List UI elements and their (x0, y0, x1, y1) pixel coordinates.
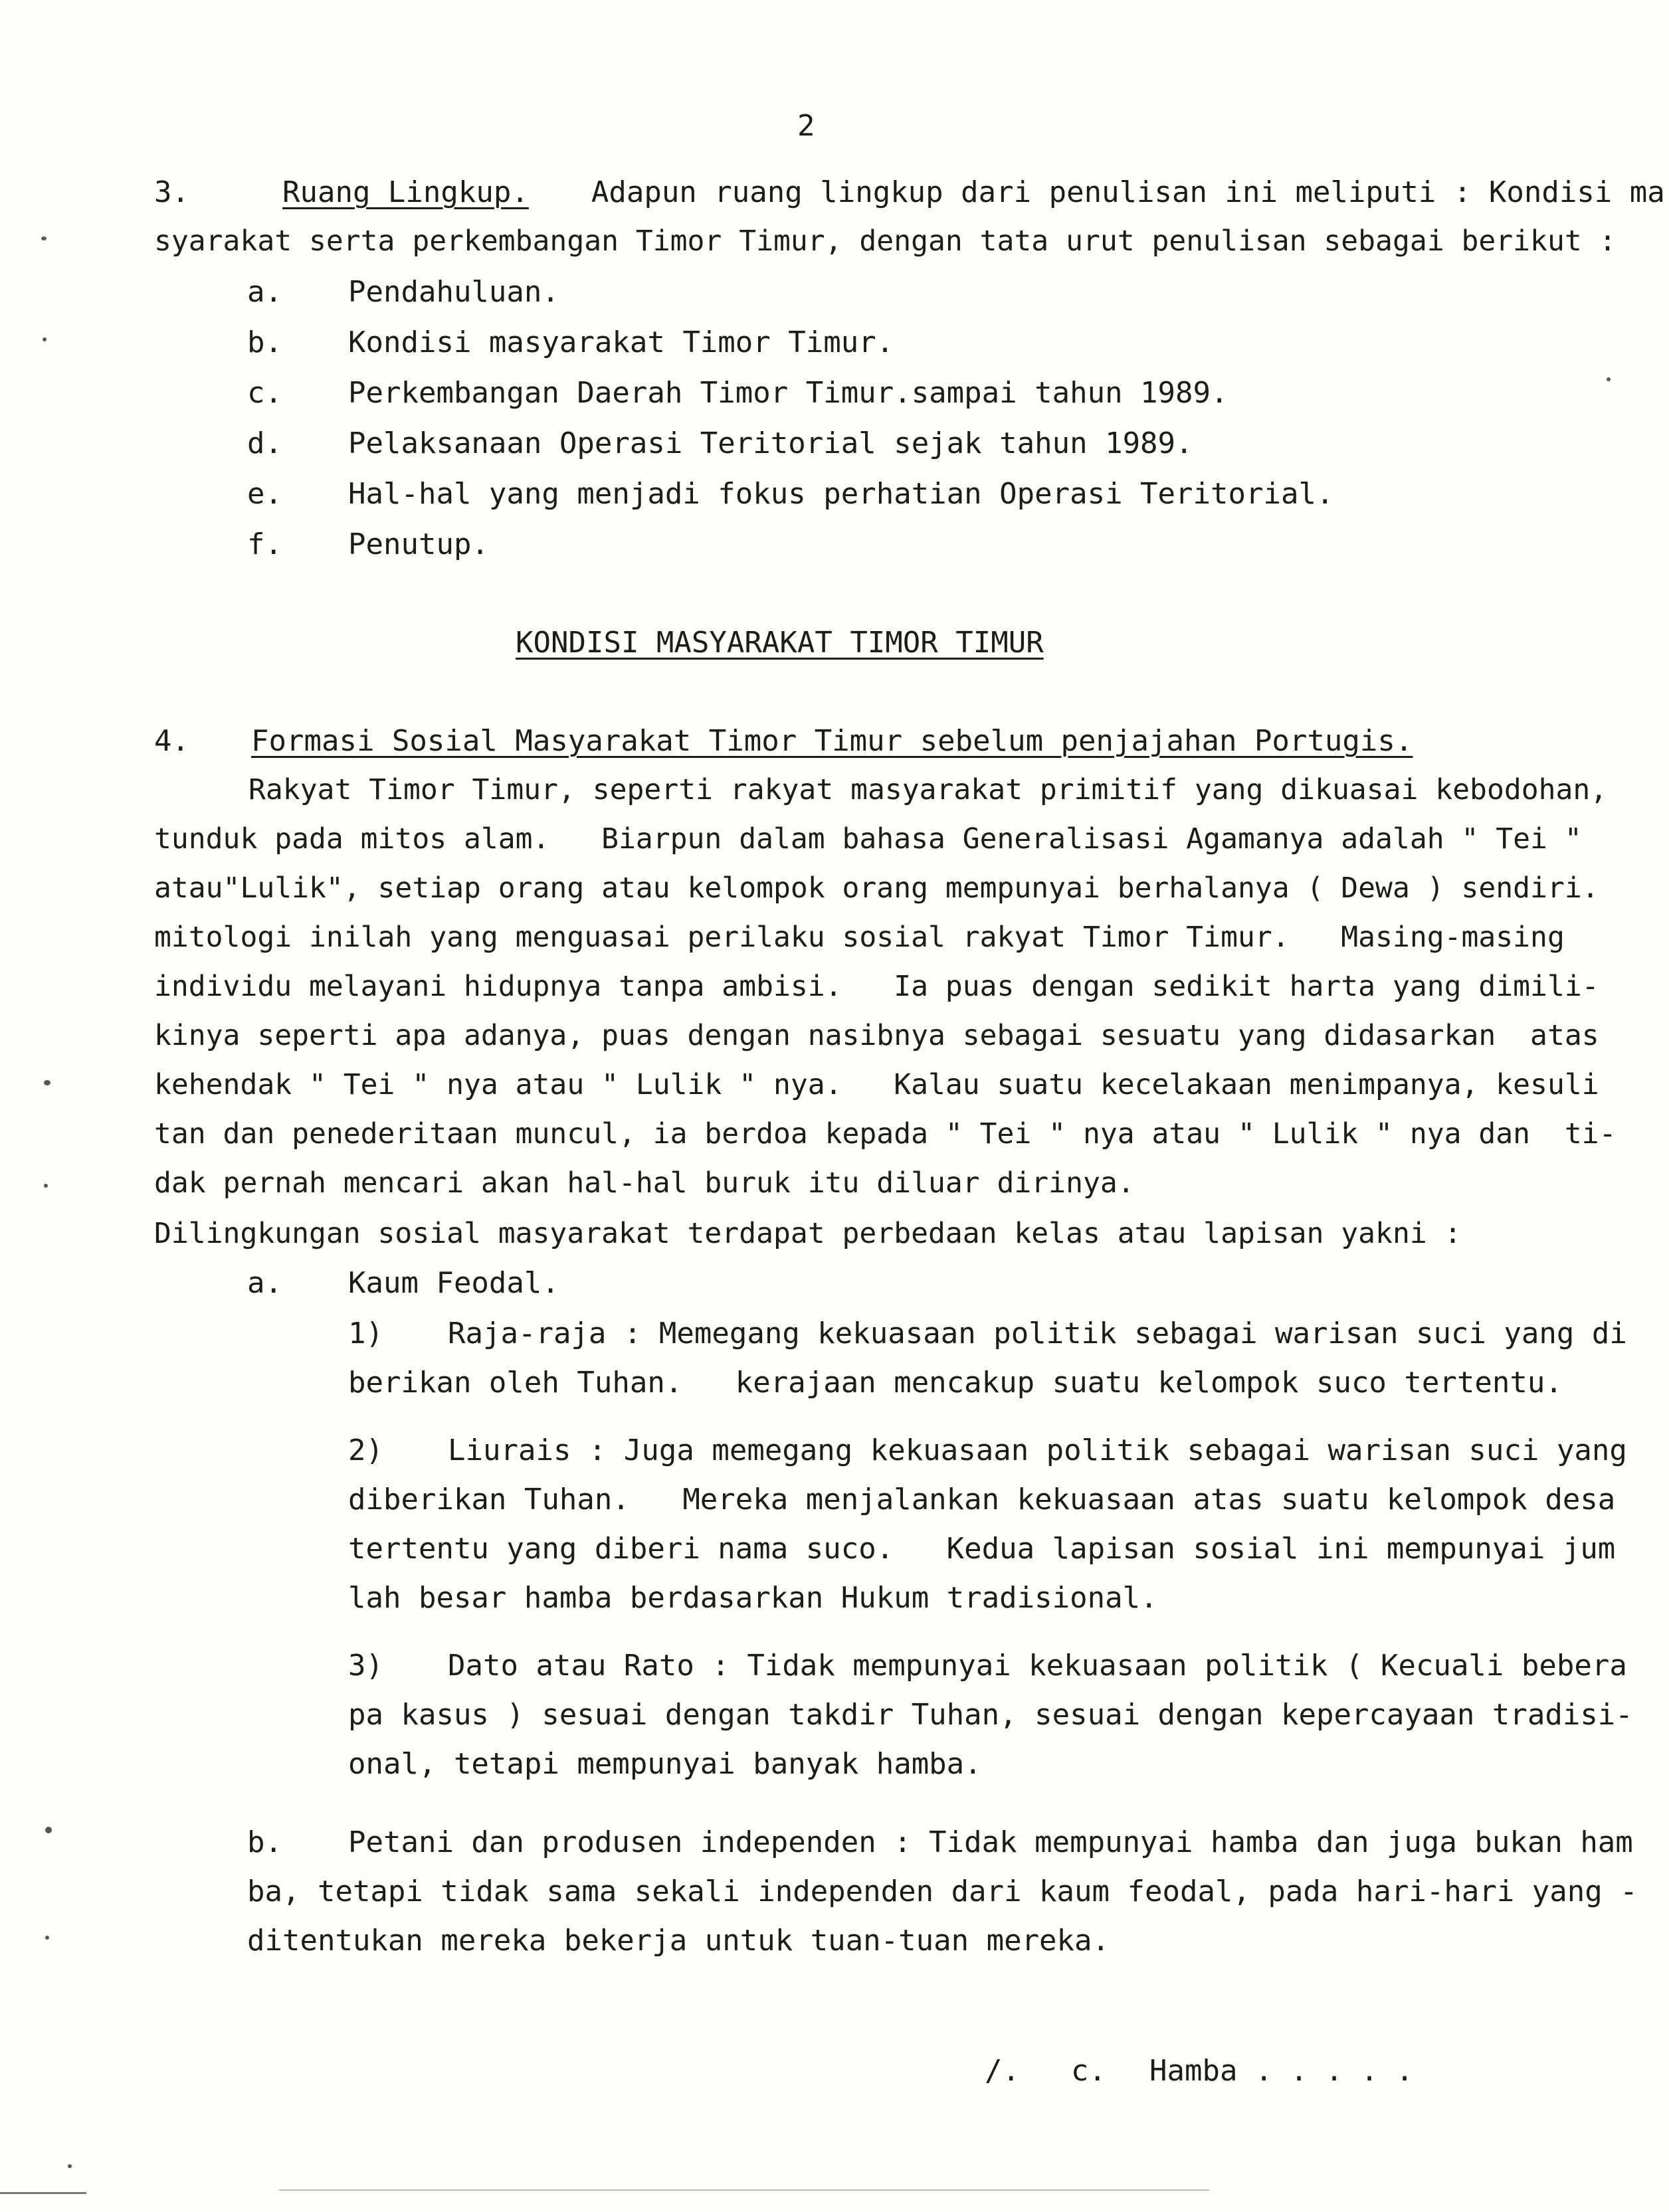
list-text: Kondisi masyarakat Timor Timur. (348, 325, 894, 359)
section-3-intro: Adapun ruang lingkup dari penulisan ini meliputi : Kondisi ma (591, 175, 1665, 209)
scan-speck (45, 1827, 52, 1833)
scan-edge-line (0, 2192, 86, 2194)
list-item-e (247, 477, 1334, 511)
section-4-title: Formasi Sosial Masyarakat Timor Timur sebelum penjajahan Portugis. (251, 724, 1413, 758)
subitem-2-line-4: lah besar hamba berdasarkan Hukum tradisional. (348, 1581, 1158, 1615)
list-text: Pelaksanaan Operasi Teritorial sejak tahun 1989. (348, 426, 1193, 460)
continuation-text: Hamba . . . . . (1149, 2054, 1414, 2088)
class-b-marker: b. (247, 1825, 282, 1859)
subitem-2-line-1 (348, 1433, 1627, 1467)
subitem-marker: 2) (348, 1433, 383, 1467)
continuation-slash: /. (985, 2054, 1020, 2088)
subitem-3-line-1 (348, 1651, 1627, 1681)
section-3-number: 3. (154, 175, 189, 209)
list-marker: b. (247, 325, 282, 359)
list-text: Perkembangan Daerah Timor Timur.sampai tahun 1989. (348, 376, 1228, 410)
section-3-title: Ruang Lingkup. (282, 175, 529, 209)
list-item-f (247, 527, 489, 561)
section-3-line-2: syarakat serta perkembangan Timor Timur, dengan tata urut penulisan sebagai berikut : (154, 225, 1617, 258)
list-marker: f. (247, 527, 282, 561)
paragraph-line: kehendak " Tei " nya atau " Lulik " nya. Kalau suatu kecelakaan menimpanya, kesuli (154, 1068, 1599, 1101)
page-number: 2 (797, 109, 815, 143)
scan-speck (43, 337, 47, 341)
paragraph-line: individu melayani hidupnya tanpa ambisi. Ia puas dengan sedikit harta yang dimili- (154, 970, 1599, 1003)
class-b-text: Petani dan produsen independen : Tidak mempunyai hamba dan juga bukan ham (348, 1825, 1633, 1859)
subitem-1-line-1 (348, 1319, 1627, 1348)
list-text: Pendahuluan. (348, 275, 559, 309)
list-marker: c. (247, 376, 282, 410)
class-b-line-3: ditentukan mereka bekerja untuk tuan-tuan mereka. (247, 1924, 1110, 1958)
scan-speck (41, 236, 47, 240)
list-item-a (247, 275, 559, 309)
list-marker: d. (247, 426, 282, 460)
paragraph-line: mitologi inilah yang menguasai perilaku sosial rakyat Timor Timur. Masing-masing (154, 921, 1565, 954)
scan-speck (1607, 377, 1611, 381)
scan-speck (44, 1184, 48, 1188)
scan-speck (68, 2164, 72, 2168)
section-4-number: 4. (154, 724, 189, 758)
chapter-heading: KONDISI MASYARAKAT TIMOR TIMUR (516, 626, 1044, 660)
section-4-heading (154, 724, 1413, 758)
list-text: Hal-hal yang menjadi fokus perhatian Operasi Teritorial. (348, 477, 1334, 511)
list-item-c (247, 376, 1228, 410)
subitem-marker: 3) (348, 1649, 383, 1683)
subitem-text: Dato atau Rato : Tidak mempunyai kekuasaan politik ( Kecuali bebera (448, 1649, 1627, 1683)
subitem-marker: 1) (348, 1317, 383, 1350)
class-b-line-1 (247, 1825, 1633, 1859)
paragraph-line: dak pernah mencari akan hal-hal buruk itu diluar dirinya. (154, 1166, 1135, 1200)
list-marker: e. (247, 477, 282, 511)
subitem-1-line-2: berikan oleh Tuhan. kerajaan mencakup suatu kelompok suco tertentu. (348, 1366, 1563, 1400)
paragraph-line: kinya seperti apa adanya, puas dengan nasibnya sebagai sesuatu yang didasarkan atas (154, 1019, 1599, 1052)
class-b-line-2: ba, tetapi tidak sama sekali independen dari kaum feodal, pada hari-hari yang - (247, 1875, 1638, 1908)
subitem-3-line-2: pa kasus ) sesuai dengan takdir Tuhan, sesuai dengan kepercayaan tradisi- (348, 1698, 1633, 1732)
paragraph-line: Rakyat Timor Timur, seperti rakyat masyarakat primitif yang dikuasai kebodohan, (248, 773, 1608, 806)
subitem-2-line-2: diberikan Tuhan. Mereka menjalankan kekuasaan atas suatu kelompok desa (348, 1483, 1616, 1517)
subitem-2-line-3: tertentu yang diberi nama suco. Kedua lapisan sosial ini mempunyai jum (348, 1532, 1616, 1566)
subitem-3-line-3: onal, tetapi mempunyai banyak hamba. (348, 1747, 982, 1781)
classes-intro: Dilingkungan sosial masyarakat terdapat perbedaan kelas atau lapisan yakni : (154, 1217, 1462, 1250)
scan-speck (45, 1936, 49, 1940)
section-3-line-1 (154, 175, 1665, 209)
list-text: Penutup. (348, 527, 489, 561)
subitem-text: Liurais : Juga memegang kekuasaan politik sebagai warisan suci yang (448, 1433, 1627, 1467)
class-a-title: Kaum Feodal. (348, 1266, 559, 1300)
subitem-text: Raja-raja : Memegang kekuasaan politik sebagai warisan suci yang di (448, 1317, 1627, 1350)
paragraph-line: atau"Lulik", setiap orang atau kelompok orang mempunyai berhalanya ( Dewa ) sendiri. (154, 872, 1599, 905)
scan-speck (44, 1080, 50, 1085)
continuation-item-marker: c. (1071, 2054, 1106, 2088)
class-a-heading (247, 1266, 559, 1300)
paragraph-line: tunduk pada mitos alam. Biarpun dalam bahasa Generalisasi Agamanya adalah " Tei " (154, 822, 1582, 856)
paragraph-line: tan dan penederitaan muncul, ia berdoa kepada " Tei " nya atau " Lulik " nya dan ti- (154, 1117, 1617, 1151)
continuation-marker (985, 2054, 1414, 2088)
list-marker: a. (247, 275, 282, 309)
scan-edge-line (279, 2189, 1209, 2191)
list-item-b (247, 325, 894, 359)
class-a-marker: a. (247, 1266, 282, 1300)
list-item-d (247, 426, 1193, 460)
